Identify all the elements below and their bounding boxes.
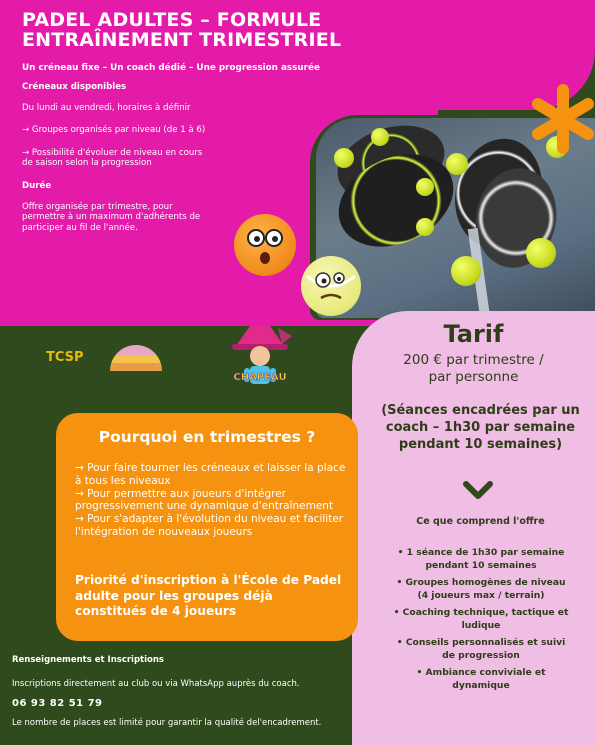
title-line-1: PADEL ADULTES – FORMULE xyxy=(22,9,322,31)
footer-text-1: Inscriptions directement au club ou via WhatsApp auprès du coach. xyxy=(12,679,300,689)
creneaux-heading: Créneaux disponibles xyxy=(22,82,127,92)
page-subtitle: Un créneau fixe – Un coach dédié – Une progression assurée xyxy=(22,63,320,73)
tcsp-logo-arc-icon xyxy=(110,345,162,371)
offre-item: • Conseils personnalisés et suivi de progression xyxy=(390,636,572,662)
tarif-price-line-2: par personne xyxy=(428,369,519,385)
tarif-title: Tarif xyxy=(443,320,504,348)
ball-image xyxy=(416,178,434,196)
phone-number[interactable]: 06 93 82 51 79 xyxy=(12,698,103,709)
ball-image xyxy=(526,238,556,268)
grimacing-ball-emoji-icon xyxy=(301,256,361,316)
tarif-detail: (Séances encadrées par un coach – 1h30 par semaine pendant 10 semaines) xyxy=(381,403,580,452)
tarif-price xyxy=(372,352,575,386)
ball-image xyxy=(371,128,389,146)
pourquoi-item: → Pour s'adapter à l'évolution du niveau et faciliter l'intégration de nouveaux joueurs xyxy=(75,513,344,538)
surprised-ball-emoji-icon xyxy=(234,214,296,276)
title-line-2: ENTRAÎNEMENT TRIMESTRIEL xyxy=(22,29,342,51)
pourquoi-list xyxy=(75,462,347,539)
pourquoi-item: → Pour faire tourner les créneaux et laisser la place à tous les niveaux xyxy=(75,462,346,487)
creneaux-text-2: → Groupes organisés par niveau (de 1 à 6) xyxy=(22,125,206,136)
offre-item: • Groupes homogènes de niveau (4 joueurs max / terrain) xyxy=(390,576,572,602)
pourquoi-title: Pourquoi en trimestres ? xyxy=(98,428,316,446)
page-title xyxy=(22,10,442,50)
duree-heading: Durée xyxy=(22,180,52,191)
offre-list xyxy=(390,546,572,696)
asterisk-icon xyxy=(528,84,595,154)
footer-heading: Renseignements et Inscriptions xyxy=(12,655,164,665)
tcsp-logo: TCSP xyxy=(46,350,84,365)
footer-text-2: Le nombre de places est limité pour garantir la qualité del'encadrement. xyxy=(12,718,322,728)
ball-image xyxy=(416,218,434,236)
offre-heading: Ce que comprend l'offre xyxy=(416,516,545,527)
offre-item: • Ambiance conviviale et dynamique xyxy=(390,666,572,692)
chapeau-mascot-logo xyxy=(226,318,294,396)
left-info-column xyxy=(22,82,212,245)
priorite-text: Priorité d'inscription à l'École de Padel adulte pour les groupes déjà constitués de 4 joueurs xyxy=(75,573,342,618)
chapeau-logo-text: CHAPEAU xyxy=(233,372,287,383)
ball-image xyxy=(451,256,481,286)
ball-image xyxy=(446,153,468,175)
ball-image xyxy=(334,148,354,168)
pourquoi-item: → Pour permettre aux joueurs d'intégrer progressivement une dynamique d'entraînement xyxy=(75,487,334,513)
chevron-down-icon xyxy=(462,480,494,500)
creneaux-text-3: → Possibilité d'évoluer de niveau en cours de saison selon la progression xyxy=(22,147,203,169)
offre-item: • Coaching technique, tactique et ludique xyxy=(390,606,572,632)
creneaux-text-1: Du lundi au vendredi, horaires à définir xyxy=(22,102,191,113)
offre-item: • 1 séance de 1h30 par semaine pendant 10 semaines xyxy=(390,546,572,572)
duree-text: Offre organisée par trimestre, pour permettre à un maximum d'adhérents de participer au fil de l'année. xyxy=(22,201,201,233)
tarif-price-line-1: 200 € par trimestre / xyxy=(403,352,544,368)
